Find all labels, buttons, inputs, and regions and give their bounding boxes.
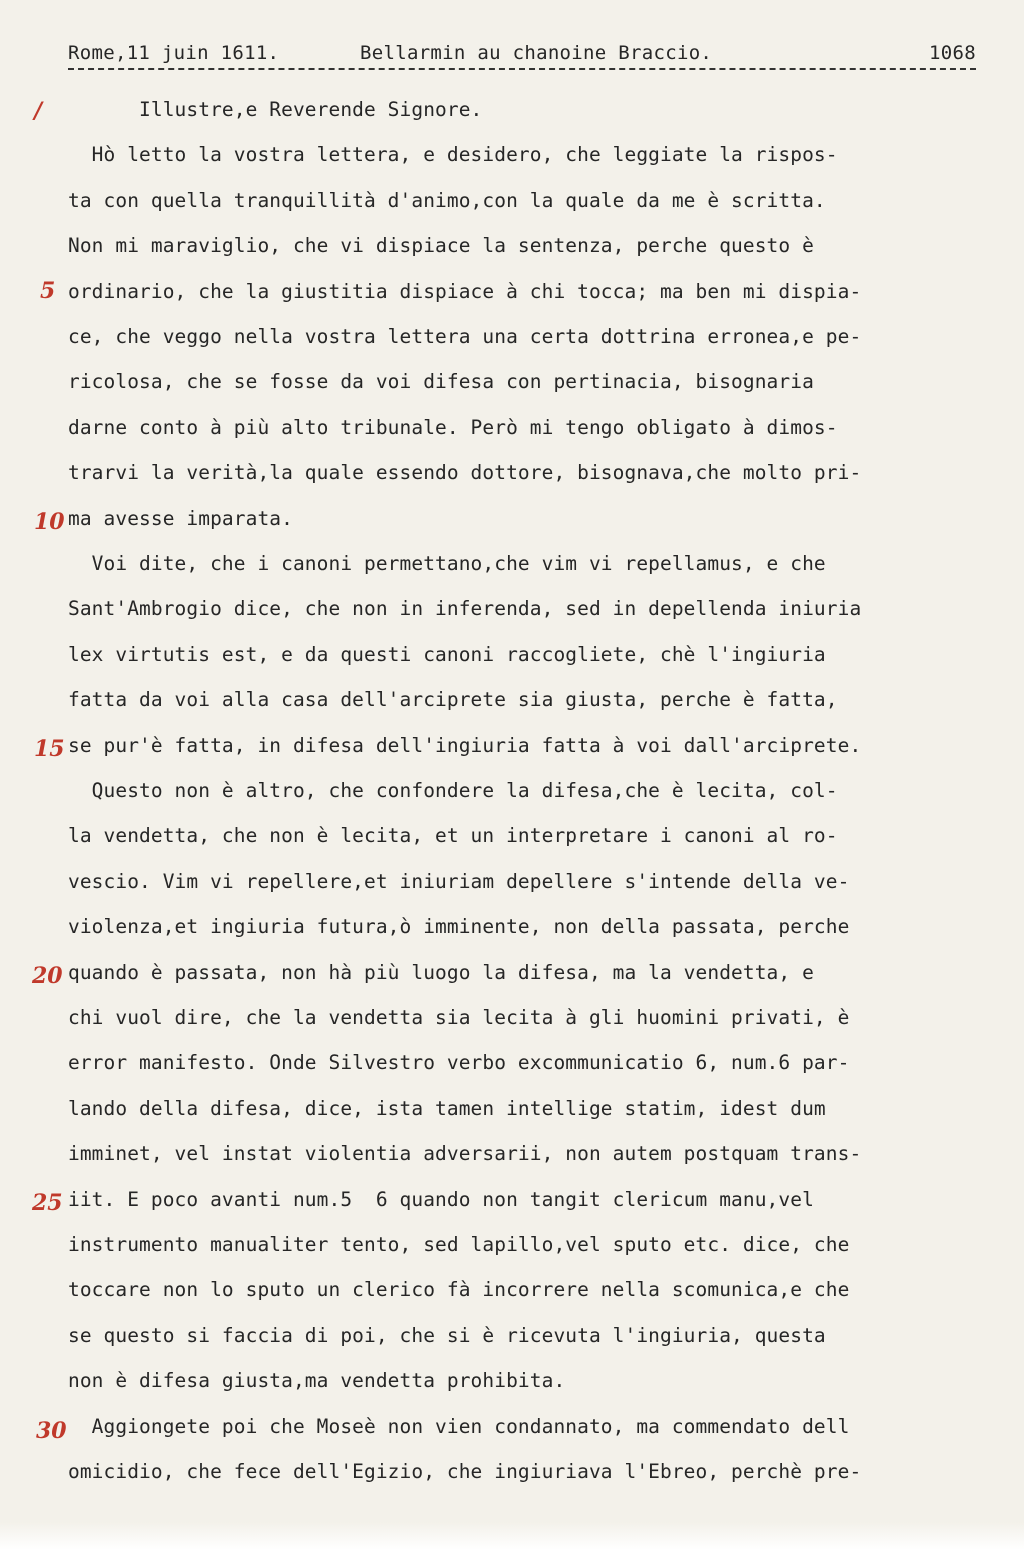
page-bottom-edge <box>0 1522 1024 1550</box>
text-line: lando della difesa, dice, ista tamen intellige statim, idest dum <box>68 1096 826 1120</box>
text-line: omicidio, che fece dell'Egizio, che ingiuriava l'Ebreo, perchè pre- <box>68 1460 862 1483</box>
text-line: Illustre,e Reverende Signore. <box>68 98 483 121</box>
text-line: vescio. Vim vi repellere,et iniuriam depellere s'intende della ve- <box>68 869 850 893</box>
text-line: violenza,et ingiuria futura,ò imminente, non della passata, perche <box>68 915 850 939</box>
text-line: se questo si faccia di poi, che si è ricevuta l'ingiuria, questa <box>68 1323 826 1347</box>
text-line: non è difesa giusta,ma vendetta prohibita. <box>68 1369 566 1393</box>
margin-line-number: 5 <box>40 278 56 304</box>
text-line: trarvi la verità,la quale essendo dottore, bisognava,che molto pri- <box>68 461 862 485</box>
header-subject: Bellarmin au chanoine Braccio. <box>360 42 713 64</box>
text-line: chi vuol dire, che la vendetta sia lecita à gli huomini privati, è <box>68 1006 850 1029</box>
text-line: ordinario, che la giustitia dispiace à chi tocca; ma ben mi dispia- <box>68 279 862 303</box>
text-line: ta con quella tranquillità d'animo,con la quale da me è scritta. <box>68 188 826 212</box>
text-line: ce, che veggo nella vostra lettera una certa dottrina erronea,e pe- <box>68 325 862 348</box>
margin-line-number: 25 <box>32 1190 63 1216</box>
header-place-date: Rome,11 juin 1611. <box>68 42 280 64</box>
text-line: fatta da voi alla casa dell'arciprete sia giusta, perche è fatta, <box>68 688 838 712</box>
header-rule <box>68 68 976 70</box>
text-line: error manifesto. Onde Silvestro verbo excommunicatio 6, num.6 par- <box>68 1051 850 1075</box>
text-line: Questo non è altro, che confondere la difesa,che è lecita, col- <box>68 779 838 802</box>
text-line: Hò letto la vostra lettera, e desidero, che leggiate la rispos- <box>68 143 838 167</box>
text-line: quando è passata, non hà più luogo la difesa, ma la vendetta, e <box>68 960 814 984</box>
text-line: Voi dite, che i canoni permettano,che vim vi repellamus, e che <box>68 552 826 575</box>
margin-line-number: / <box>34 98 43 124</box>
text-line: Non mi maraviglio, che vi dispiace la sentenza, perche questo è <box>68 234 814 258</box>
text-line: instrumento manualiter tento, sed lapillo,vel sputo etc. dice, che <box>68 1233 850 1256</box>
text-line: toccare non lo sputo un clerico fà incorrere nella scomunica,e che <box>68 1278 850 1302</box>
margin-line-number: 20 <box>32 963 63 989</box>
margin-line-number: 15 <box>34 736 65 762</box>
text-line: ricolosa, che se fosse da voi difesa con pertinacia, bisognaria <box>68 370 814 394</box>
text-line: imminet, vel instat violentia adversarii, non autem postquam trans- <box>68 1142 862 1166</box>
margin-line-number: 30 <box>36 1418 67 1444</box>
header-doc-number: 1068 <box>929 42 976 64</box>
text-line: ma avesse imparata. <box>68 506 293 530</box>
text-line: Sant'Ambrogio dice, che non in inferenda, sed in depellenda iniuria <box>68 597 862 621</box>
text-line: la vendetta, che non è lecita, et un interpretare i canoni al ro- <box>68 824 838 848</box>
text-line: lex virtutis est, e da questi canoni raccogliete, chè l'ingiuria <box>68 642 826 666</box>
page-header <box>68 38 976 70</box>
text-line: Aggiongete poi che Moseè non vien condannato, ma commendato dell <box>68 1414 850 1438</box>
text-line: se pur'è fatta, in difesa dell'ingiuria fatta à voi dall'arciprete. <box>68 733 862 757</box>
text-line: darne conto à più alto tribunale. Però mi tengo obligato à dimos- <box>68 415 838 439</box>
margin-line-number: 10 <box>34 509 65 535</box>
text-line: iit. E poco avanti num.5 6 quando non tangit clericum manu,vel <box>68 1187 814 1211</box>
